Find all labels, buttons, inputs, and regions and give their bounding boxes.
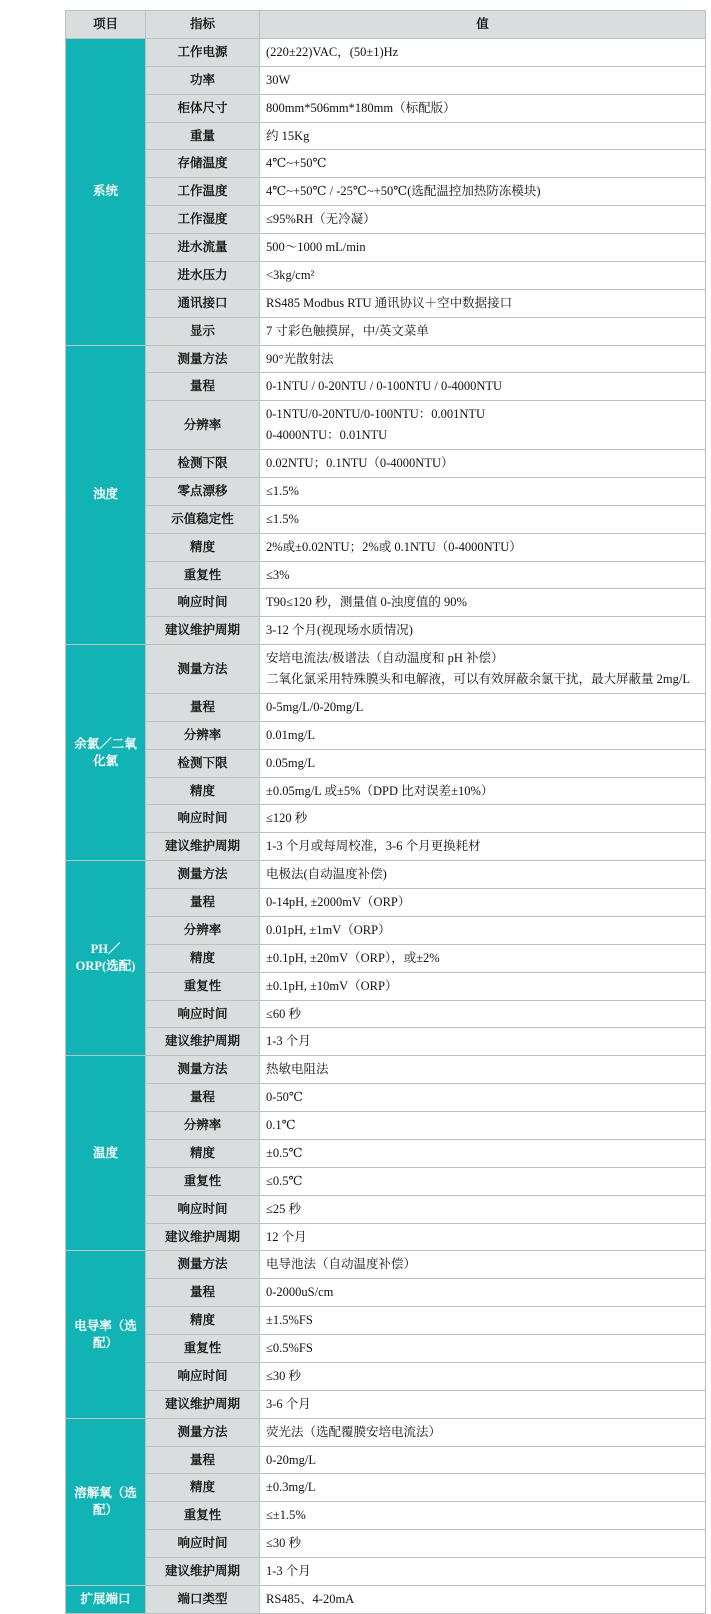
- value-cell: [260, 1558, 706, 1586]
- item-label: 测量方法: [146, 861, 260, 889]
- item-label: 精度: [146, 533, 260, 561]
- value-cell: [260, 373, 706, 401]
- value-cell: [260, 749, 706, 777]
- table-row: [66, 345, 706, 373]
- value-cell: [260, 1362, 706, 1390]
- table-row: [66, 66, 706, 94]
- group-label: 电导率（选配）: [66, 1251, 146, 1418]
- value-cell: [260, 1000, 706, 1028]
- table-row: [66, 1028, 706, 1056]
- value-line: 0-4000NTU：0.01NTU: [266, 428, 388, 443]
- table-row: [66, 261, 706, 289]
- value-line: 30W: [266, 72, 291, 87]
- value-cell: [260, 234, 706, 262]
- specification-table: [65, 10, 706, 1614]
- value-line: 4℃~+50℃: [266, 156, 327, 171]
- value-cell: [260, 1112, 706, 1140]
- value-line: T90≤120 秒，测量值 0-浊度值的 90%: [266, 595, 467, 610]
- value-cell: [260, 1139, 706, 1167]
- value-cell: [260, 1279, 706, 1307]
- table-row: [66, 693, 706, 721]
- table-row: [66, 1139, 706, 1167]
- value-line: 0.1℃: [266, 1118, 296, 1132]
- group-label: 系统: [66, 38, 146, 345]
- item-label: 测量方法: [146, 345, 260, 373]
- header-cell-index: 指标: [146, 11, 260, 39]
- value-line: 4℃~+50℃ / -25℃~+50℃(选配温控加热防冻模块): [266, 184, 541, 199]
- table-row: [66, 916, 706, 944]
- value-cell: [260, 1446, 706, 1474]
- value-cell: [260, 561, 706, 589]
- value-line: 约 15Kg: [266, 128, 310, 143]
- item-label: 工作电源: [146, 38, 260, 66]
- item-label: 量程: [146, 1446, 260, 1474]
- value-line: <3kg/cm²: [266, 267, 315, 282]
- value-cell: [260, 122, 706, 150]
- item-label: 重复性: [146, 972, 260, 1000]
- value-line: 3-6 个月: [266, 1396, 311, 1411]
- value-line: 0.02NTU；0.1NTU（0-4000NTU）: [266, 456, 454, 470]
- table-row: [66, 1056, 706, 1084]
- table-row: [66, 617, 706, 645]
- value-line: ≤1.5%: [266, 483, 299, 498]
- table-row: [66, 1390, 706, 1418]
- value-cell: [260, 1474, 706, 1502]
- value-line: ±1.5%FS: [266, 1313, 313, 1328]
- table-row: [66, 944, 706, 972]
- item-label: 测量方法: [146, 645, 260, 694]
- value-cell: [260, 66, 706, 94]
- table-row: [66, 1167, 706, 1195]
- value-line: 7 寸彩色触摸屏，中/英文菜单: [266, 323, 429, 338]
- group-label: 浊度: [66, 345, 146, 645]
- item-label: 测量方法: [146, 1056, 260, 1084]
- table-row: [66, 373, 706, 401]
- table-row: [66, 1502, 706, 1530]
- item-label: 检测下限: [146, 749, 260, 777]
- value-cell: [260, 693, 706, 721]
- value-line: ≤95%RH（无冷凝）: [266, 212, 376, 227]
- value-line: 0-1NTU / 0-20NTU / 0-100NTU / 0-4000NTU: [266, 379, 503, 394]
- value-line: 90°光散射法: [266, 351, 334, 366]
- value-cell: [260, 1307, 706, 1335]
- value-line: 电导池法（自动温度补偿）: [266, 1257, 417, 1272]
- value-line: 0.05mg/L: [266, 755, 315, 770]
- item-label: 存储温度: [146, 150, 260, 178]
- value-cell: [260, 721, 706, 749]
- item-label: 柜体尺寸: [146, 94, 260, 122]
- table-row: [66, 178, 706, 206]
- group-label: 溶解氧（选配）: [66, 1418, 146, 1585]
- table-header-row: [66, 11, 706, 39]
- table-row: [66, 94, 706, 122]
- table-row: [66, 561, 706, 589]
- table-row: [66, 533, 706, 561]
- item-label: 精度: [146, 1307, 260, 1335]
- value-line: 0-50℃: [266, 1090, 303, 1105]
- value-line: ≤30 秒: [266, 1536, 301, 1551]
- item-label: 重复性: [146, 1502, 260, 1530]
- item-label: 显示: [146, 317, 260, 345]
- value-cell: [260, 861, 706, 889]
- table-row: [66, 206, 706, 234]
- item-label: 建议维护周期: [146, 1028, 260, 1056]
- table-row: [66, 972, 706, 1000]
- item-label: 量程: [146, 693, 260, 721]
- group-label: 余氯／二氧化氯: [66, 645, 146, 861]
- value-line: 0-14pH, ±2000mV（ORP）: [266, 895, 411, 909]
- value-cell: [260, 1223, 706, 1251]
- value-line: ≤1.5%: [266, 511, 299, 526]
- value-cell: [260, 1418, 706, 1446]
- table-row: [66, 1474, 706, 1502]
- table-row: [66, 1335, 706, 1363]
- value-cell: [260, 317, 706, 345]
- value-line: (220±22)VAC，(50±1)Hz: [266, 44, 399, 59]
- item-label: 精度: [146, 1474, 260, 1502]
- value-line: ≤60 秒: [266, 1006, 301, 1021]
- item-label: 响应时间: [146, 1195, 260, 1223]
- item-label: 重量: [146, 122, 260, 150]
- table-row: [66, 1307, 706, 1335]
- value-line: ≤0.5℃: [266, 1173, 303, 1188]
- item-label: 重复性: [146, 1167, 260, 1195]
- value-line: ±0.05mg/L 或±5%（DPD 比对误差±10%）: [266, 783, 494, 798]
- value-cell: [260, 1084, 706, 1112]
- item-label: 量程: [146, 373, 260, 401]
- table-row: [66, 777, 706, 805]
- item-label: 进水压力: [146, 261, 260, 289]
- table-row: [66, 1418, 706, 1446]
- value-cell: [260, 916, 706, 944]
- value-line: 0-20mg/L: [266, 1452, 316, 1467]
- value-line: 12 个月: [266, 1229, 307, 1244]
- item-label: 精度: [146, 1139, 260, 1167]
- table-row: [66, 1251, 706, 1279]
- table-row: [66, 150, 706, 178]
- item-label: 建议维护周期: [146, 1390, 260, 1418]
- item-label: 量程: [146, 1279, 260, 1307]
- item-label: 进水流量: [146, 234, 260, 262]
- table-row: [66, 122, 706, 150]
- value-cell: [260, 477, 706, 505]
- value-line: 0-2000uS/cm: [266, 1285, 334, 1300]
- item-label: 端口类型: [146, 1585, 260, 1613]
- item-label: 功率: [146, 66, 260, 94]
- item-label: 分辨率: [146, 916, 260, 944]
- table-row: [66, 38, 706, 66]
- item-label: 量程: [146, 1084, 260, 1112]
- table-row: [66, 1084, 706, 1112]
- group-label: 扩展端口: [66, 1585, 146, 1613]
- value-cell: [260, 1028, 706, 1056]
- value-line: 800mm*506mm*180mm（标配版）: [266, 100, 456, 115]
- table-row: [66, 589, 706, 617]
- item-label: 精度: [146, 777, 260, 805]
- value-line: 0.01mg/L: [266, 727, 315, 742]
- item-label: 响应时间: [146, 805, 260, 833]
- item-label: 分辨率: [146, 401, 260, 450]
- group-label: PH／ORP(选配): [66, 861, 146, 1056]
- value-line: 二氧化氯采用特殊膜头和电解液，可以有效屏蔽余氯干扰，最大屏蔽量 2mg/L: [266, 672, 690, 686]
- table-row: [66, 833, 706, 861]
- value-cell: [260, 1167, 706, 1195]
- value-cell: [260, 972, 706, 1000]
- value-cell: [260, 617, 706, 645]
- value-cell: [260, 289, 706, 317]
- value-line: ±0.3mg/L: [266, 1480, 316, 1495]
- value-cell: [260, 1335, 706, 1363]
- value-cell: [260, 1390, 706, 1418]
- table-row: [66, 317, 706, 345]
- table-row: [66, 1279, 706, 1307]
- value-cell: [260, 1585, 706, 1613]
- value-line: 热敏电阻法: [266, 1062, 329, 1077]
- item-label: 响应时间: [146, 1000, 260, 1028]
- table-row: [66, 721, 706, 749]
- value-line: RS485 Modbus RTU 通讯协议＋空中数据接口: [266, 295, 513, 310]
- item-label: 工作湿度: [146, 206, 260, 234]
- table-row: [66, 289, 706, 317]
- group-label: 温度: [66, 1056, 146, 1251]
- value-line: ±0.5℃: [266, 1145, 303, 1160]
- value-cell: [260, 1251, 706, 1279]
- value-line: ±0.1pH, ±20mV（ORP），或±2%: [266, 950, 440, 965]
- table-row: [66, 1558, 706, 1586]
- table-row: [66, 805, 706, 833]
- value-line: ≤3%: [266, 567, 290, 582]
- item-label: 测量方法: [146, 1418, 260, 1446]
- value-line: ≤±1.5%: [266, 1508, 306, 1523]
- value-line: 安培电流法/极谱法（自动温度和 pH 补偿）: [266, 651, 504, 666]
- value-line: ≤0.5%FS: [266, 1341, 313, 1355]
- value-line: 3-12 个月(视现场水质情况): [266, 623, 413, 638]
- value-cell: [260, 805, 706, 833]
- item-label: 量程: [146, 889, 260, 917]
- table-row: [66, 889, 706, 917]
- item-label: 工作温度: [146, 178, 260, 206]
- table-row: [66, 477, 706, 505]
- item-label: 分辨率: [146, 1112, 260, 1140]
- value-cell: [260, 1530, 706, 1558]
- value-line: 荧光法（选配覆膜安培电流法）: [266, 1424, 442, 1439]
- item-label: 分辨率: [146, 721, 260, 749]
- table-row: [66, 1112, 706, 1140]
- item-label: 响应时间: [146, 1362, 260, 1390]
- value-line: RS485、4-20mA: [266, 1591, 355, 1606]
- table-row: [66, 234, 706, 262]
- value-line: 1-3 个月: [266, 1034, 311, 1049]
- table-row: [66, 749, 706, 777]
- value-cell: [260, 94, 706, 122]
- table-row: [66, 1223, 706, 1251]
- value-cell: [260, 1195, 706, 1223]
- value-cell: [260, 505, 706, 533]
- item-label: 建议维护周期: [146, 833, 260, 861]
- table-row: [66, 1195, 706, 1223]
- value-cell: [260, 345, 706, 373]
- table-row: [66, 1362, 706, 1390]
- item-label: 测量方法: [146, 1251, 260, 1279]
- value-line: 电极法(自动温度补偿): [266, 867, 387, 882]
- value-line: 0.01pH, ±1mV（ORP）: [266, 922, 391, 937]
- value-cell: [260, 889, 706, 917]
- item-label: 建议维护周期: [146, 1558, 260, 1586]
- value-line: 1-3 个月或每周校准，3-6 个月更换耗材: [266, 839, 481, 854]
- table-row: [66, 450, 706, 478]
- table-row: [66, 1000, 706, 1028]
- value-line: ±0.1pH, ±10mV（ORP）: [266, 978, 398, 993]
- value-cell: [260, 533, 706, 561]
- value-line: ≤25 秒: [266, 1201, 301, 1216]
- item-label: 示值稳定性: [146, 505, 260, 533]
- value-cell: [260, 589, 706, 617]
- value-cell: [260, 1502, 706, 1530]
- value-line: ≤120 秒: [266, 811, 308, 826]
- value-line: ≤30 秒: [266, 1368, 301, 1383]
- value-cell: [260, 645, 706, 694]
- table-body: [66, 11, 706, 1614]
- value-cell: [260, 206, 706, 234]
- item-label: 响应时间: [146, 1530, 260, 1558]
- value-cell: [260, 944, 706, 972]
- value-cell: [260, 450, 706, 478]
- item-label: 重复性: [146, 561, 260, 589]
- table-row: [66, 1530, 706, 1558]
- item-label: 建议维护周期: [146, 1223, 260, 1251]
- value-cell: [260, 178, 706, 206]
- value-cell: [260, 1056, 706, 1084]
- table-row: [66, 1585, 706, 1613]
- table-row: [66, 1446, 706, 1474]
- value-line: 0-5mg/L/0-20mg/L: [266, 699, 364, 714]
- item-label: 精度: [146, 944, 260, 972]
- value-cell: [260, 401, 706, 450]
- item-label: 检测下限: [146, 450, 260, 478]
- table-row: [66, 505, 706, 533]
- table-row: [66, 645, 706, 694]
- value-line: 1-3 个月: [266, 1564, 311, 1578]
- item-label: 重复性: [146, 1335, 260, 1363]
- value-line: 2%或±0.02NTU；2%或 0.1NTU（0-4000NTU）: [266, 539, 522, 554]
- value-cell: [260, 150, 706, 178]
- header-cell-value: 值: [260, 11, 706, 39]
- value-cell: [260, 38, 706, 66]
- value-line: 500～1000 mL/min: [266, 240, 366, 254]
- value-cell: [260, 833, 706, 861]
- value-line: 0-1NTU/0-20NTU/0-100NTU：0.001NTU: [266, 407, 486, 422]
- table-row: [66, 861, 706, 889]
- value-cell: [260, 261, 706, 289]
- item-label: 响应时间: [146, 589, 260, 617]
- header-cell-item: 项目: [66, 11, 146, 39]
- item-label: 零点漂移: [146, 477, 260, 505]
- item-label: 建议维护周期: [146, 617, 260, 645]
- table-row: [66, 401, 706, 450]
- value-cell: [260, 777, 706, 805]
- item-label: 通讯接口: [146, 289, 260, 317]
